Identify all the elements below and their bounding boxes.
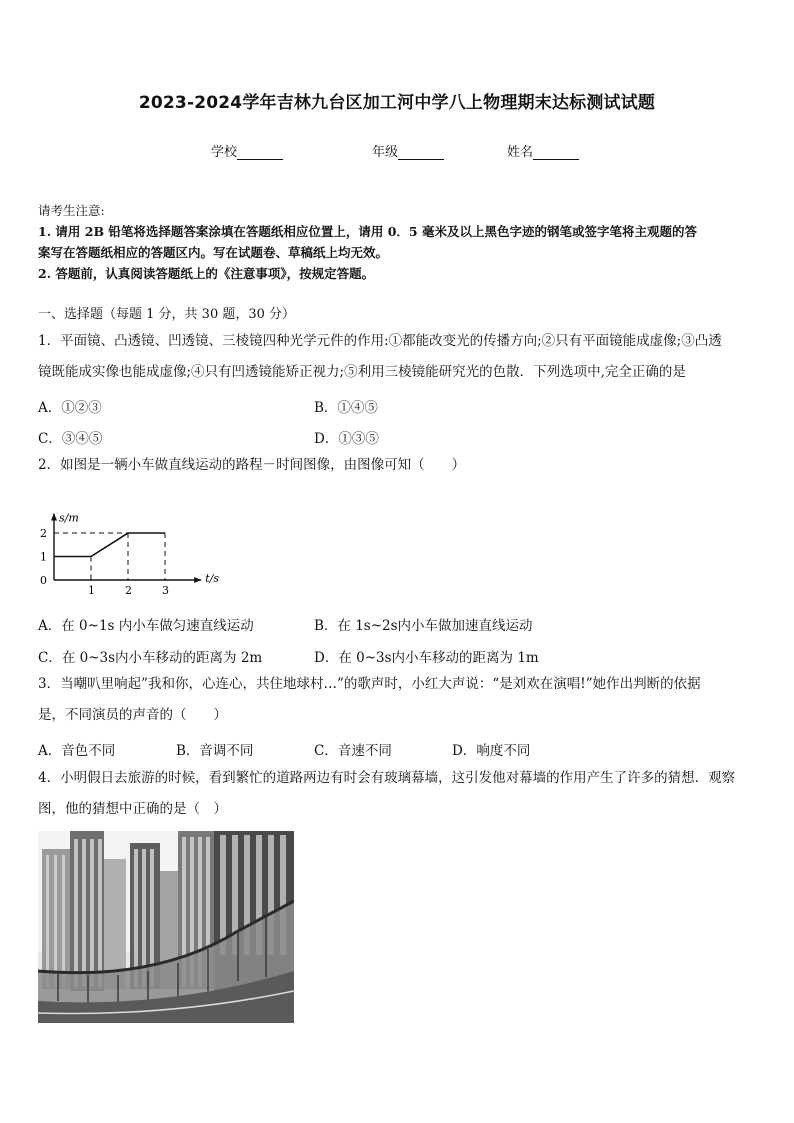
question-4 (38, 763, 760, 825)
y-tick-label: 0 (40, 574, 47, 587)
x-axis-arrow (194, 577, 201, 583)
name-blank[interactable] (533, 146, 579, 160)
series-line (54, 533, 165, 557)
q2-option-b[interactable]: B．在 1s~2s内小车做加速直线运动 (314, 618, 533, 634)
question-4-line-2: 图，他的猜想中正确的是（ ） (38, 801, 227, 817)
school-label: 学校 (211, 145, 238, 160)
notice-item-2: 2. 答题前，认真阅读答题纸上的《注意事项》，按规定答题。 (38, 266, 375, 281)
q1-option-c[interactable]: C．③④⑤ (38, 431, 103, 447)
section-title: 一、选择题（每题 1 分，共 30 题，30 分） (38, 307, 296, 322)
q3-option-c[interactable]: C．音速不同 (314, 743, 392, 759)
question-4-line-1: 4．小明假日去旅游的时候，看到繁忙的道路两边有时会有玻璃幕墙，这引发他对幕墙的作用产生了许多的猜想．观察 (38, 770, 736, 786)
y-tick-label: 2 (40, 527, 47, 540)
q3-option-a[interactable]: A．音色不同 (38, 743, 116, 759)
notice-item-1-line-2: 案写在答题纸相应的答题区内。写在试题卷、草稿纸上均无效。 (38, 245, 389, 260)
question-3 (38, 669, 760, 731)
q3-option-b[interactable]: B．音调不同 (176, 743, 254, 759)
q1-option-b[interactable]: B．①④⑤ (314, 400, 378, 416)
q3-option-d[interactable]: D．响度不同 (452, 743, 531, 759)
school-blank[interactable] (237, 146, 283, 160)
notice-item-1-line-1: 1. 请用 2B 铅笔将选择题答案涂填在答题纸相应位置上，请用 0．5 毫米及以上黑色字迹的钢笔或签字笔将主观题的答 (38, 224, 697, 239)
name-field[interactable] (507, 141, 579, 160)
x-axis-label: t/s (205, 572, 219, 585)
x-tick-label: 2 (125, 584, 132, 597)
y-tick-label: 1 (40, 550, 47, 564)
q2-option-a[interactable]: A．在 0~1s 内小车做匀速直线运动 (38, 618, 254, 634)
question-2 (38, 450, 760, 481)
page-title: 2023-2024学年吉林九台区加工河中学八上物理期末达标测试试题 (138, 93, 656, 113)
question-1 (38, 326, 760, 388)
question-3-line-2: 是，不同演员的声音的（ ） (38, 707, 227, 723)
question-2-stem: 2．如图是一辆小车做直线运动的路程－时间图像，由图像可知（ ） (38, 457, 466, 473)
question-3-line-1: 3．当嘲叭里响起”我和你，心连心，共住地球村…”的歌声时，小红大声说：“是刘欢在演唱!”她作出判断的依据 (38, 676, 701, 692)
y-axis-label: s/m (59, 511, 79, 525)
name-label: 姓名 (507, 145, 534, 160)
q2-option-d[interactable]: D．在 0~3s内小车移动的距离为 1m (314, 650, 539, 666)
notice-block (38, 200, 760, 284)
building-glass-wall-photo (38, 831, 294, 1023)
x-tick-label: 3 (162, 584, 169, 597)
grade-field[interactable] (372, 141, 444, 160)
question-1-line-1: 1．平面镜、凸透镜、凹透镜、三棱镜四种光学元件的作用:①都能改变光的传播方向;②只有平面镜能成虚像;③凸透 (38, 333, 722, 349)
grade-blank[interactable] (398, 146, 444, 160)
question-1-line-2: 镜既能成实像也能成虚像;④只有凹透镜能矫正视力;⑤利用三棱镜能研究光的色散．下列选项中,完全正确的是 (38, 364, 686, 380)
school-field[interactable] (211, 141, 283, 160)
notice-heading: 请考生注意: (38, 203, 105, 218)
x-tick-label: 1 (88, 584, 95, 597)
distance-time-chart (30, 486, 240, 598)
grade-label: 年级 (372, 145, 399, 160)
q2-option-c[interactable]: C．在 0~3s内小车移动的距离为 2m (38, 650, 263, 666)
q1-option-a[interactable]: A．①②③ (38, 400, 102, 416)
q1-option-d[interactable]: D．①③⑤ (314, 431, 379, 447)
y-axis-arrow (51, 514, 57, 521)
